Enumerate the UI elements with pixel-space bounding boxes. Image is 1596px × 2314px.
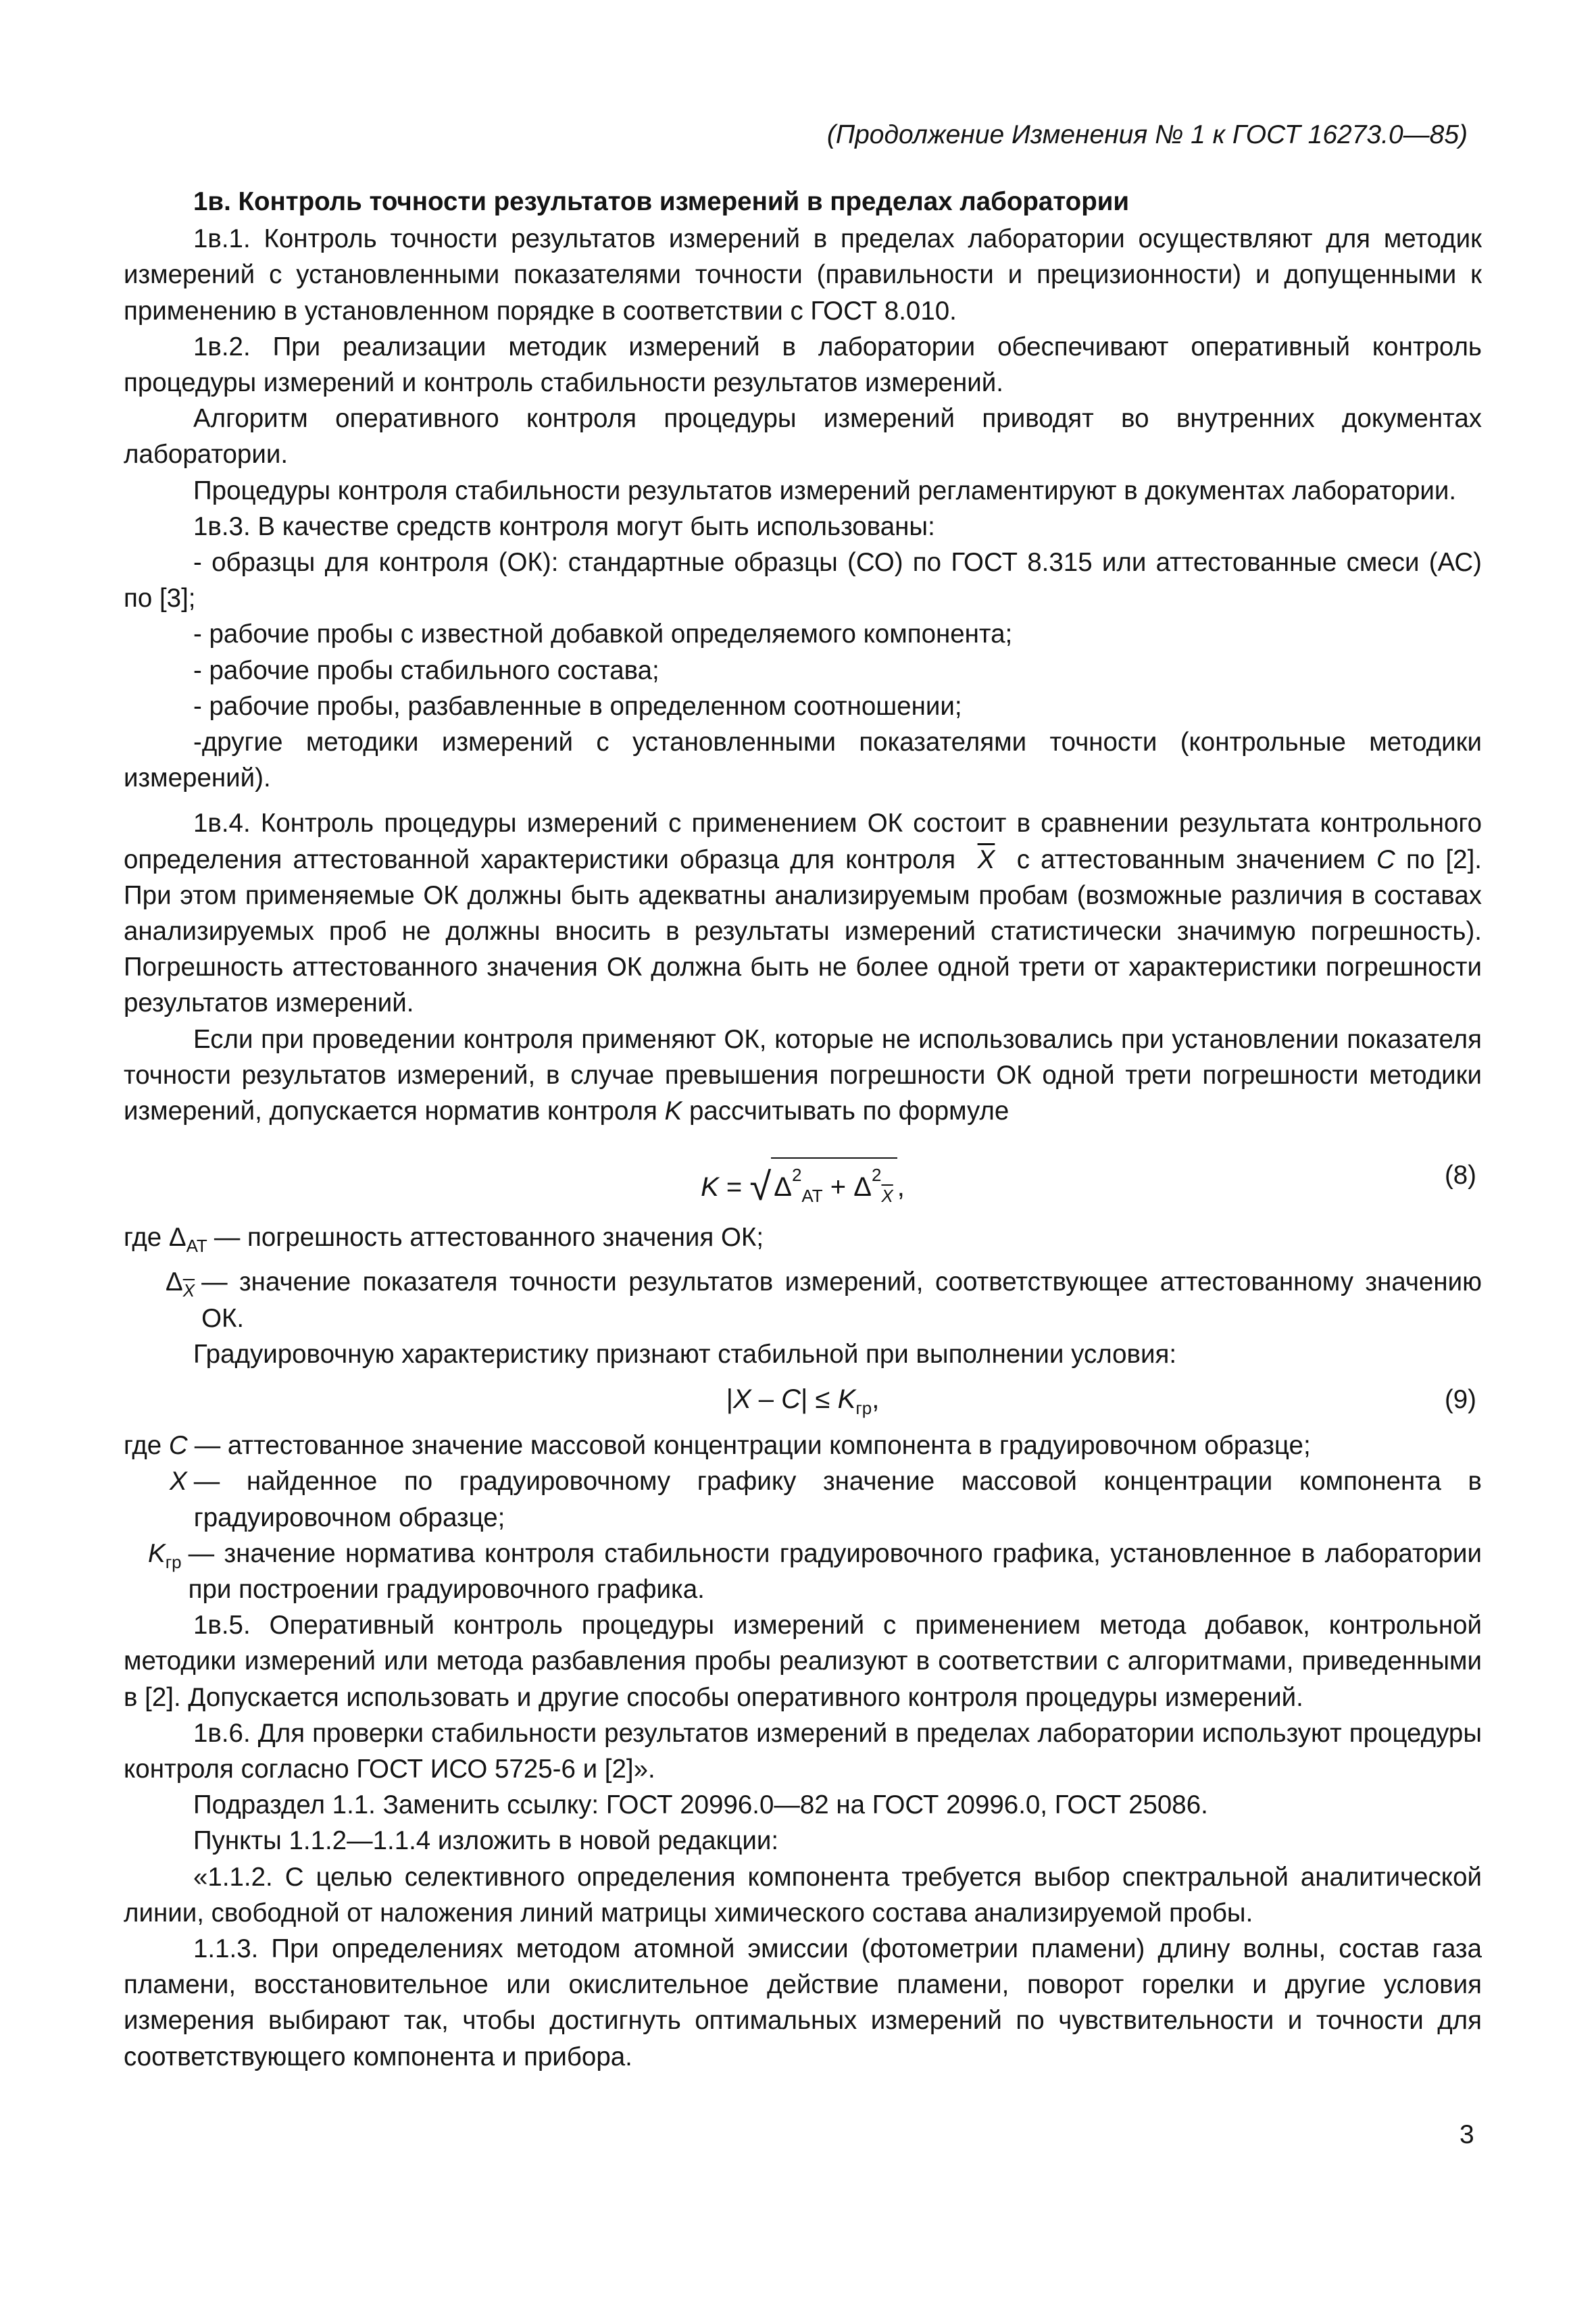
list-item-additive: - рабочие пробы с известной добавкой определяемого компонента; <box>193 620 1013 649</box>
paragraph-subsection-1-1: Подраздел 1.1. Заменить ссылку: ГОСТ 20996.0—82 на ГОСТ 20996.0, ГОСТ 25086. <box>193 1790 1208 1820</box>
paragraph-1v5: 1в.5. Оперативный контроль процедуры измерений с применением метода добавок, контрольной методики измерений или метода разбавления пробы реализуют в соответствии с алгоритмами, приведенными в [2]. Допускается использовать и другие способы оперативного контроля процедуры измерений. <box>124 1611 1482 1712</box>
section-title: 1в. Контроль точности результатов измерений в пределах лаборатории <box>193 187 1130 216</box>
page-number: 3 <box>1460 2120 1474 2149</box>
paragraph-items-1-1-2: Пункты 1.1.2—1.1.4 изложить в новой редакции: <box>193 1826 779 1856</box>
subscript-at: АТ <box>801 1186 823 1207</box>
symbol-x-bar: $\overline{X}$ <box>977 845 995 874</box>
paragraph-procedures: Процедуры контроля стабильности результатов измерений регламентируют в документах лаборатории. <box>193 476 1457 505</box>
plus-sign: + <box>830 1172 847 1203</box>
paragraph-1v4 <box>124 805 1482 1021</box>
formula-8-expression <box>124 1157 1482 1212</box>
legend-item: где C — аттестованное значение массовой концентрации компонента в градуировочном образце; <box>124 1431 1311 1461</box>
formula-9 <box>124 1376 1482 1424</box>
paragraph-if-part2: рассчитывать по формуле <box>689 1097 1009 1126</box>
list-item-other-methods: -другие методики измерений с установленными показателями точности (контрольные методики измерений). <box>124 728 1482 793</box>
list-item-diluted: - рабочие пробы, разбавленные в определенном соотношении; <box>193 691 962 721</box>
paragraph-1v4-part3: по [2]. При этом применяемые ОК должны быть адекватны анализируемым пробам (возможные различия в составах анализируемых проб не должны вносить в результаты измерений статистически значимую погрешность). Погрешность аттестованного значения ОК должна быть не более одной трети от характеристики погрешности результатов измерений. <box>124 845 1482 1018</box>
paragraph-algorithm: Алгоритм оперативного контроля процедуры измерений приводят во внутренних документах лаборатории. <box>124 404 1482 470</box>
formula-8-number: (8) <box>1444 1161 1476 1190</box>
symbol-c: C <box>1376 845 1395 874</box>
list-item-ok: - образцы для контроля (ОК): стандартные образцы (СО) по ГОСТ 8.315 или аттестованные смеси (АС) по [3]; <box>124 548 1482 613</box>
paragraph-if-part1: Если при проведении контроля применяют ОК, которые не использовались при установлении показателя точности результатов измерений, в случае превышения погрешности ОК одной трети погрешности методики измерений, допускается норматив контроля <box>124 1024 1482 1126</box>
legend-item: где $\Delta_{АТ}$ — погрешность аттестованного значения ОК; <box>124 1223 764 1257</box>
paragraph-1v4-part1: 1в.4. Контроль процедуры измерений с применением ОК состоит в сравнении результата контрольного определения аттестованной характеристики образца для контроля <box>124 809 1482 874</box>
formula-8-lhs: K <box>701 1172 719 1203</box>
paragraph-1v1: 1в.1. Контроль точности результатов измерений в пределах лаборатории осуществляют для методик измерений с установленными показателями точности (правильности и прецизионности) и допущенными к применению в установленном порядке в соответствии с ГОСТ 8.010. <box>124 224 1482 326</box>
paragraph-1v3: 1в.3. В качестве средств контроля могут быть использованы: <box>193 511 935 541</box>
delta-symbol: Δ <box>774 1172 792 1203</box>
formula-9-expression: $|X - C| \le K_{гр}$, <box>726 1384 880 1419</box>
document-body <box>124 184 1482 2075</box>
page-header: (Продолжение Изменения № 1 к ГОСТ 16273.0—85) <box>826 120 1468 149</box>
legend-formula-8 <box>124 1219 1482 1336</box>
square-root: √ $\Delta^2_{АТ} + \Delta^2_{\overline{X}}$ <box>749 1157 897 1212</box>
exponent-2: 2 <box>871 1165 882 1186</box>
paragraph-1v6: 1в.6. Для проверки стабильности результатов измерений в пределах лаборатории используют процедуры контроля согласно ГОСТ ИСО 5725-6 и [2]». <box>124 1718 1482 1784</box>
paragraph-1v4-part2: с аттестованным значением <box>1016 845 1366 874</box>
formula-8-eq: = <box>726 1172 743 1203</box>
formula-8 <box>124 1145 1482 1213</box>
subscript-x-bar: X <box>881 1186 893 1207</box>
list-item-stable: - рабочие пробы стабильного состава; <box>193 655 659 685</box>
paragraph-if-control <box>124 1022 1482 1130</box>
formula-9-number: (9) <box>1444 1385 1476 1415</box>
symbol-k: K <box>664 1097 682 1126</box>
paragraph-1-1-2: «1.1.2. С целью селективного определения компонента требуется выбор спектральной аналитической линии, свободной от наложения линий матрицы химического состава анализируемой пробы. <box>124 1862 1482 1928</box>
legend-item: $K_{гр}$ — значение норматива контроля стабильности градуировочного графика, установленное в лаборатории при построении градуировочного графика. <box>148 1538 1482 1604</box>
paragraph-calibration: Градуировочную характеристику признают стабильной при выполнении условия: <box>193 1339 1177 1369</box>
formula-8-comma: , <box>897 1172 905 1203</box>
paragraph-1-1-3: 1.1.3. При определениях методом атомной эмиссии (фотометрии пламени) длину волны, состав газа пламени, восстановительное или окислительное действие пламени, поворот горелки и другие условия измерения выбирают так, чтобы достигнуть оптимальных измерений по чувствительности и точности для соответствующего компонента и прибора. <box>124 1934 1482 2071</box>
delta-symbol: Δ <box>853 1172 872 1203</box>
legend-formula-9 <box>124 1428 1482 1607</box>
exponent-2: 2 <box>791 1165 802 1186</box>
legend-item: $\Delta_{\overline{X}}$ — значение показателя точности результатов измерений, соответствующее аттестованному значению ОК. <box>166 1267 1482 1333</box>
paragraph-1v2: 1в.2. При реализации методик измерений в лаборатории обеспечивают оперативный контроль процедуры измерений и контроль стабильности результатов измерений. <box>124 332 1482 398</box>
radicand <box>771 1157 897 1212</box>
legend-item: X — найденное по градуировочному графику значение массовой концентрации компонента в градуировочном образце; <box>170 1467 1482 1532</box>
